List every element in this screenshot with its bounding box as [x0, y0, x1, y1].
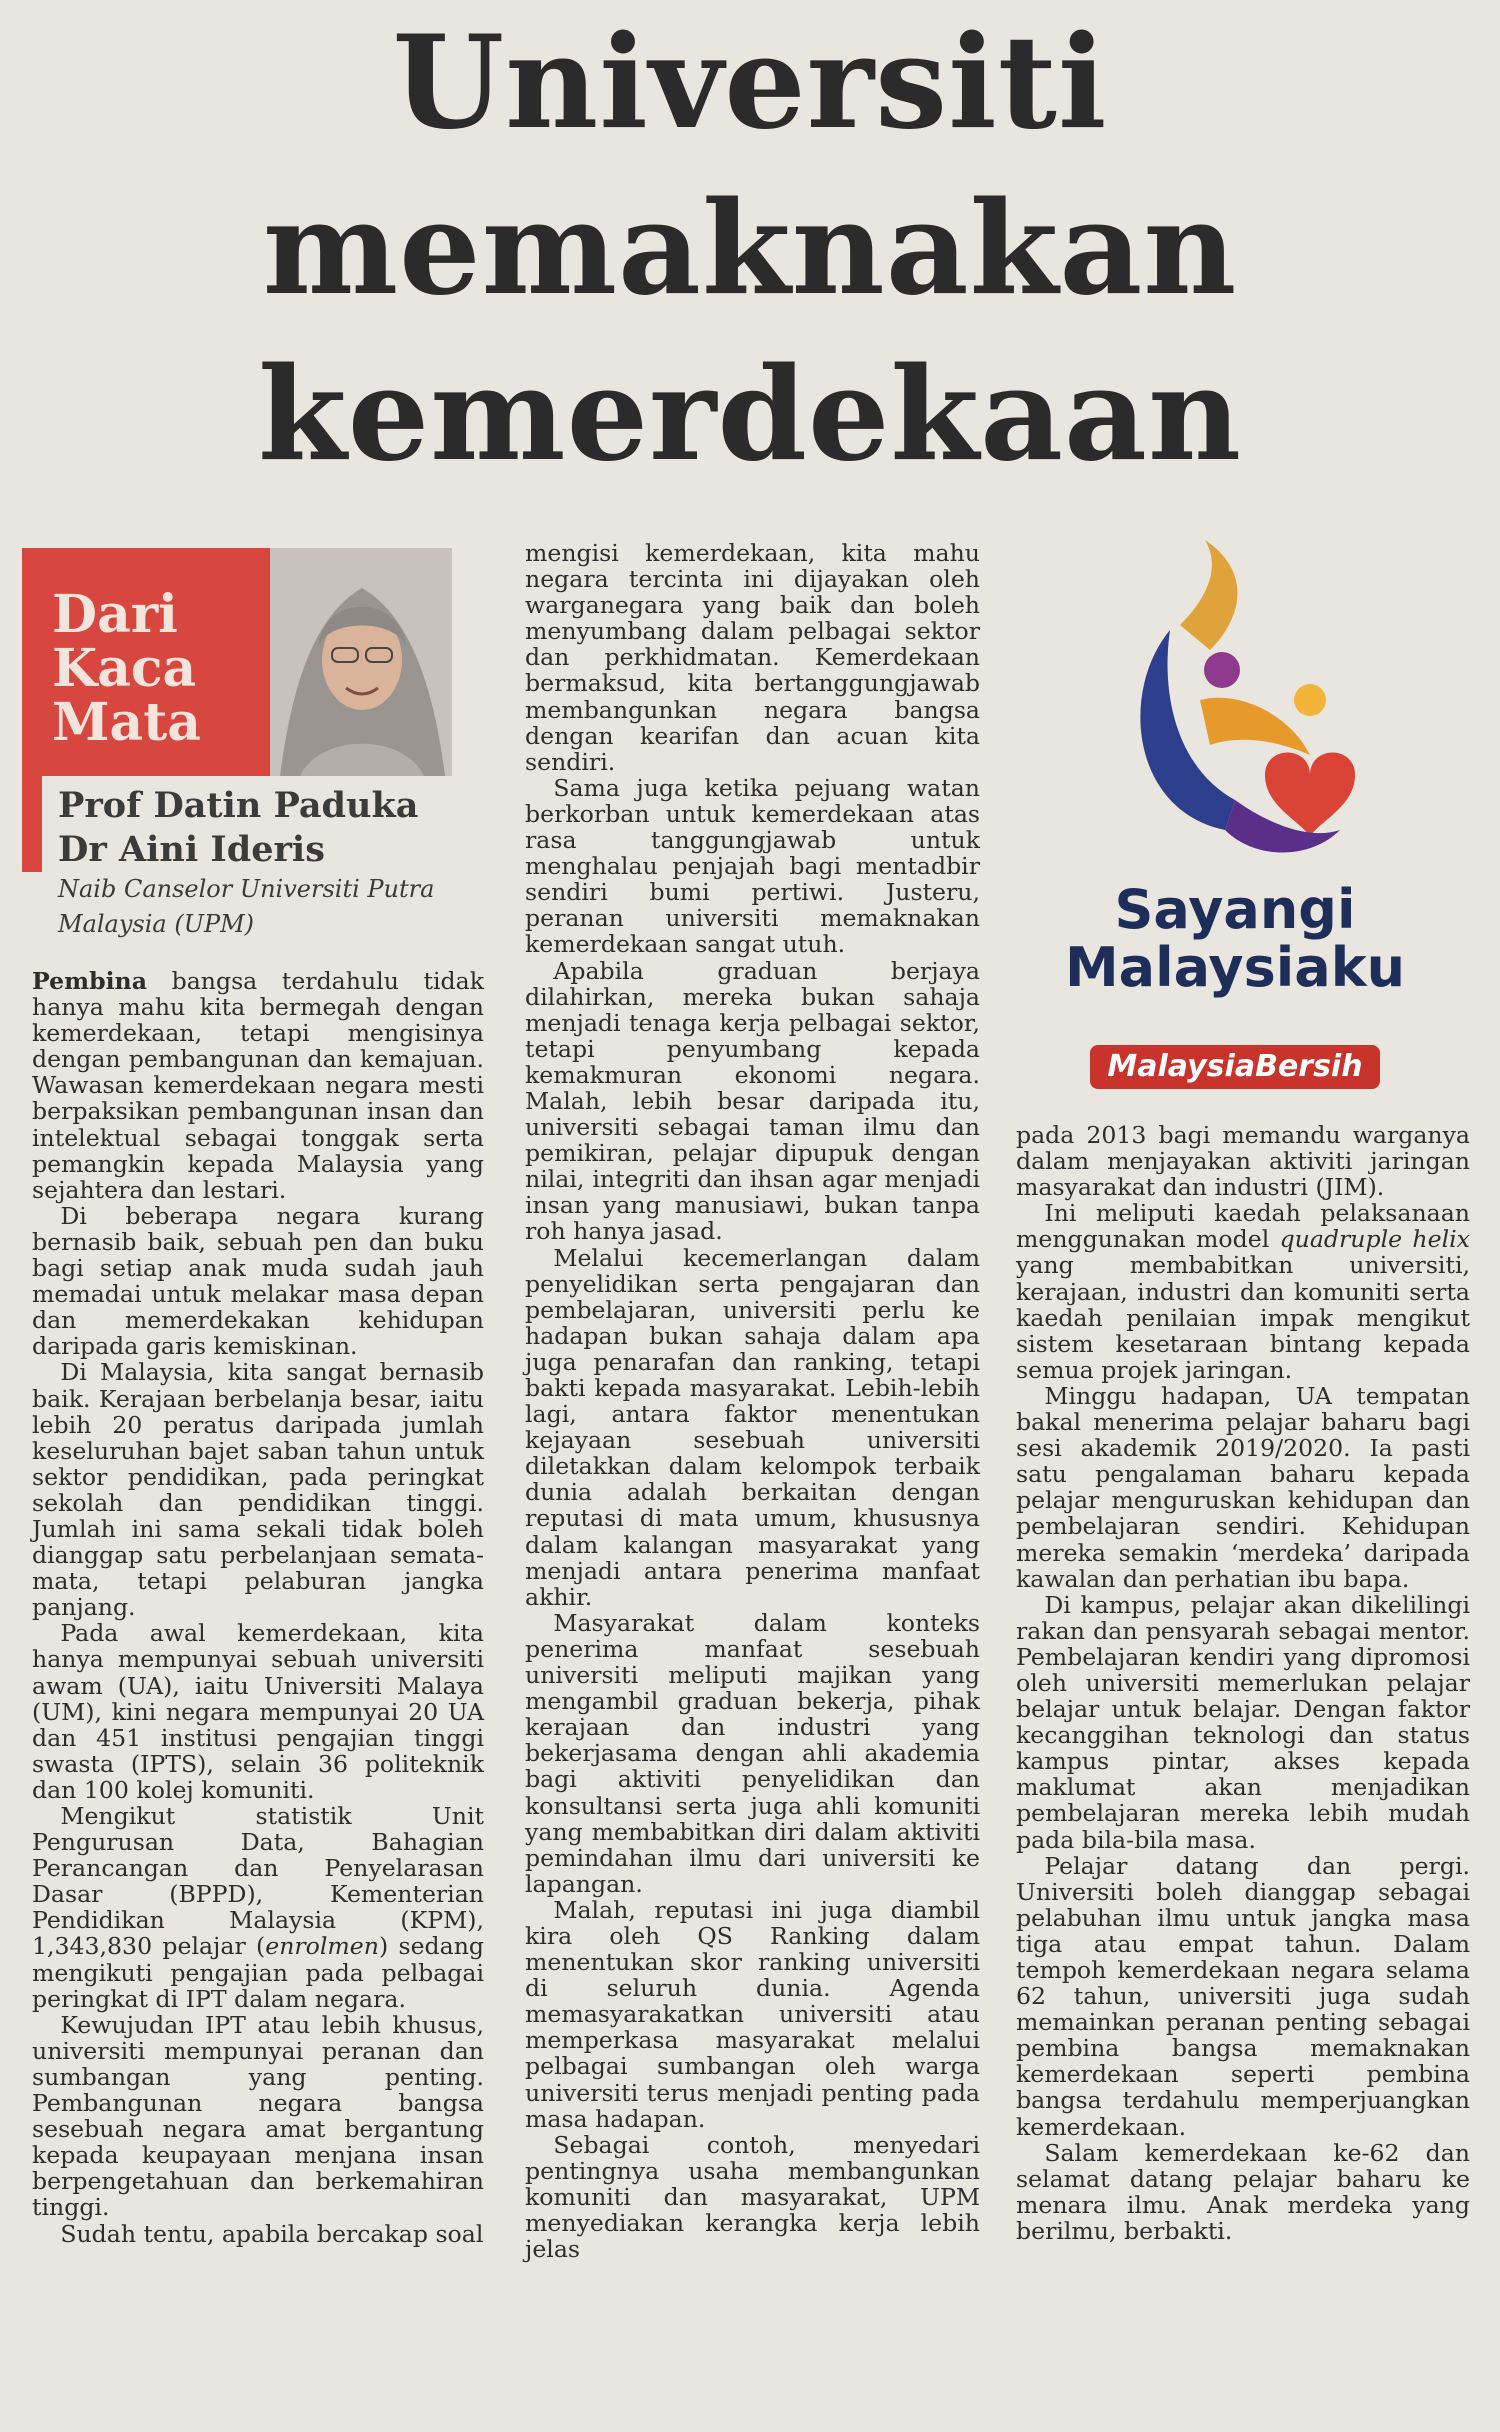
author-name — [58, 784, 418, 872]
paragraph — [1016, 1200, 1470, 1383]
article-column-1 — [32, 968, 484, 2247]
logo-title-line-1: Sayangi — [1114, 878, 1356, 941]
paragraph: Di kampus, pelajar akan dikelilingi rakan dan pensyarah sebagai mentor. Pembelajaran kendiri yang dipromosi oleh universiti memerlukan pelajar belajar untuk belajar. Dengan faktor kecanggihan teknologi dan status kampus pintar, akses kepada maklumat akan menjadikan pembelajaran mereka lebih mudah pada bila-bila masa. — [1016, 1590, 1470, 1854]
author-role-line-2: Malaysia (UPM) — [58, 910, 255, 938]
paragraph: Malah, reputasi ini juga diambil kira oleh QS Ranking dalam menentukan skor ranking universiti di seluruh dunia. Agenda memasyarakatkan universiti atau memperkasa masyarakat melalui pelbagai sumbangan oleh warga universiti terus menjadi penting pada masa hadapan. — [525, 1895, 980, 2133]
paragraph: Masyarakat dalam konteks penerima manfaat sesebuah universiti meliputi majikan yang mengambil graduan bekerja, pihak kerajaan dan industri yang bekerjasama dengan ahli akademia bagi aktiviti penyelidikan dan konsultansi serta juga ahli komuniti yang membabitkan diri dalam aktiviti pemindahan ilmu dari universiti ke lapangan. — [525, 1608, 980, 1898]
author-role — [58, 872, 478, 942]
logo-badge: MalaysiaBersih — [1090, 1045, 1380, 1089]
italic-term: quadruple helix — [1279, 1225, 1470, 1254]
article-column-2 — [525, 540, 980, 2262]
paragraph: Salam kemerdekaan ke-62 dan selamat datang pelajar baharu ke menara ilmu. Anak merdeka yang berilmu, berbakti. — [1016, 2138, 1470, 2245]
paragraph: Sudah tentu, apabila bercakap soal — [60, 2219, 484, 2248]
column-tag — [52, 584, 201, 753]
headline-line-2: memaknakan — [262, 174, 1238, 324]
author-role-line-1: Naib Canselor Universiti Putra — [58, 875, 435, 903]
lead-word: Pembina — [32, 967, 147, 995]
paragraph: Di beberapa negara kurang bernasib baik, sebuah pen dan buku bagi setiap anak muda sudah jauh memadai untuk melakar masa depan dan memerdekakan kehidupan daripada garis kemiskinan. — [32, 1201, 484, 1361]
paragraph: Pelajar datang dan pergi. Universiti boleh dianggap sebagai pelabuhan ilmu untuk jangka masa tiga atau empat tahun. Dalam tempoh kemerdekaan negara selama 62 tahun, universiti juga sudah memainkan peranan penting sebagai pembina bangsa memaknakan kemerdekaan seperti pembina bangsa terdahulu memperjuangkan kemerdekaan. — [1016, 1851, 1470, 2141]
paragraph: mengisi kemerdekaan, kita mahu negara tercinta ini dijayakan oleh warganegara yang baik dan boleh menyumbang dalam pelbagai sektor dan perkhidmatan. Kemerdekaan bermaksud, kita bertanggungjawab membangunkan negara bangsa dengan kearifan dan acuan kita sendiri. — [525, 539, 980, 776]
paragraph: pada 2013 bagi memandu warganya dalam menjayakan aktiviti jaringan masyarakat dan industri (JIM). — [1016, 1121, 1470, 1202]
logo-emblem-icon — [1010, 540, 1460, 870]
headline — [0, 0, 1500, 498]
logo-title-line-2: Malaysiaku — [1064, 936, 1406, 999]
headline-line-1: Universiti — [392, 8, 1108, 158]
paragraph-text: yang membabitkan universiti, kerajaan, industri dan komuniti serta kaedah penilaian impak mengikut sistem kesetaraan bintang kepada semua projek jaringan. — [1016, 1251, 1470, 1384]
paragraph: Pada awal kemerdekaan, kita hanya mempunyai sebuah universiti awam (UA), iaitu Universiti Malaya (UM), kini negara mempunyai 20 UA dan 451 institusi pengajian tinggi swasta (IPTS), selain 36 politeknik dan 100 kolej komuniti. — [32, 1619, 484, 1804]
author-name-line-2: Dr Aini Ideris — [58, 829, 325, 870]
byline-flag — [22, 776, 42, 872]
article-column-3 — [1016, 1122, 1470, 2244]
author-portrait — [270, 548, 452, 776]
author-portrait-image — [270, 548, 452, 776]
author-name-line-1: Prof Datin Paduka — [58, 785, 419, 826]
paragraph: Sebagai contoh, menyedari pentingnya usaha membangunkan komuniti dan masyarakat, UPM menyediakan kerangka kerja lebih jelas — [525, 2130, 980, 2264]
paragraph: Sama juga ketika pejuang watan berkorban untuk kemerdekaan atas rasa tanggungjawab untuk menghalau penjajah bagi mentadbir sendiri bumi pertiwi. Justeru, peranan universiti memaknakan kemerdekaan sangat utuh. — [525, 773, 980, 959]
paragraph — [32, 1803, 484, 2012]
paragraph-text: Mengikut statistik Unit Pengurusan Data, Bahagian Perancangan dan Penyelarasan Dasar (BPPD), Kementerian Pendidikan Malaysia (KPM), 1,343,830 pelajar ( — [32, 1802, 484, 1961]
paragraph: Kewujudan IPT atau lebih khusus, universiti mempunyai peranan dan sumbangan yang penting. Pembangunan negara bangsa sesebuah negara amat bergantung kepada keupayaan menjana insan berpengetahuan dan berkemahiran tinggi. — [32, 2010, 484, 2222]
italic-term: enrolmen — [265, 1932, 379, 1961]
paragraph-text: bangsa terdahulu tidak hanya mahu kita bermegah dengan kemerdekaan, tetapi mengisinya dengan pembangunan dan kemajuan. Wawasan kemerdekaan negara mesti berpaksikan pembangunan insan dan intelektual sebagai tonggak serta pemangkin kepada Malaysia yang sejahtera dan lestari. — [32, 967, 484, 1204]
paragraph: Apabila graduan berjaya dilahirkan, mereka bukan sahaja menjadi tenaga kerja pelbagai sektor, tetapi penyumbang kepada kemakmuran ekonomi negara. Malah, lebih besar daripada itu, universiti sebagai taman ilmu dan pemikiran, pelajar dipupuk dengan nilai, integriti dan ihsan agar menjadi insan yang manusiawi, bukan tanpa roh hanya jasad. — [525, 956, 980, 1246]
column-tag-line-1: Dari — [52, 584, 178, 645]
paragraph: Minggu hadapan, UA tempatan bakal menerima pelajar baharu bagi sesi akademik 2019/2020. Ia pasti satu pengalaman baharu kepada pelajar menguruskan kehidupan dan pembelajaran sendiri. Kehidupan mereka semakin ‘merdeka’ daripada kawalan dan perhatian ibu bapa. — [1016, 1381, 1470, 1593]
column-tag-line-3: Mata — [52, 692, 201, 753]
column-tag-line-2: Kaca — [52, 638, 197, 699]
paragraph — [32, 968, 484, 1203]
paragraph: Di Malaysia, kita sangat bernasib baik. Kerajaan berbelanja besar, iaitu lebih 20 peratus daripada jumlah keseluruhan bajet saban tahun untuk sektor pendidikan, pada peringkat sekolah dan pendidikan tinggi. Jumlah ini sama sekali tidak boleh dianggap satu perbelanjaan semata-mata, tetapi pelaburan jangka panjang. — [32, 1358, 484, 1622]
paragraph: Melalui kecemerlangan dalam penyelidikan serta pengajaran dan pembelajaran, universiti perlu ke hadapan bukan sahaja dalam apa juga penarafan dan ranking, tetapi bakti kepada masyarakat. Lebih-lebih lagi, antara faktor menentukan kejayaan sesebuah universiti diletakkan dalam kelompok terbaik dunia adalah berkaitan dengan reputasi di mata umum, khususnya dalam kalangan masyarakat yang menjadi antara penerima manfaat akhir. — [525, 1243, 980, 1611]
sayangi-malaysiaku-logo — [1010, 540, 1460, 1100]
paragraph-text: Ini meliputi kaedah pelaksanaan menggunakan model — [1016, 1199, 1470, 1254]
headline-line-3: kemerdekaan — [258, 340, 1242, 490]
byline-box — [22, 548, 452, 776]
paragraph-text: ) sedang mengikuti pengajian pada pelbagai peringkat di IPT dalam negara. — [32, 1932, 484, 2013]
